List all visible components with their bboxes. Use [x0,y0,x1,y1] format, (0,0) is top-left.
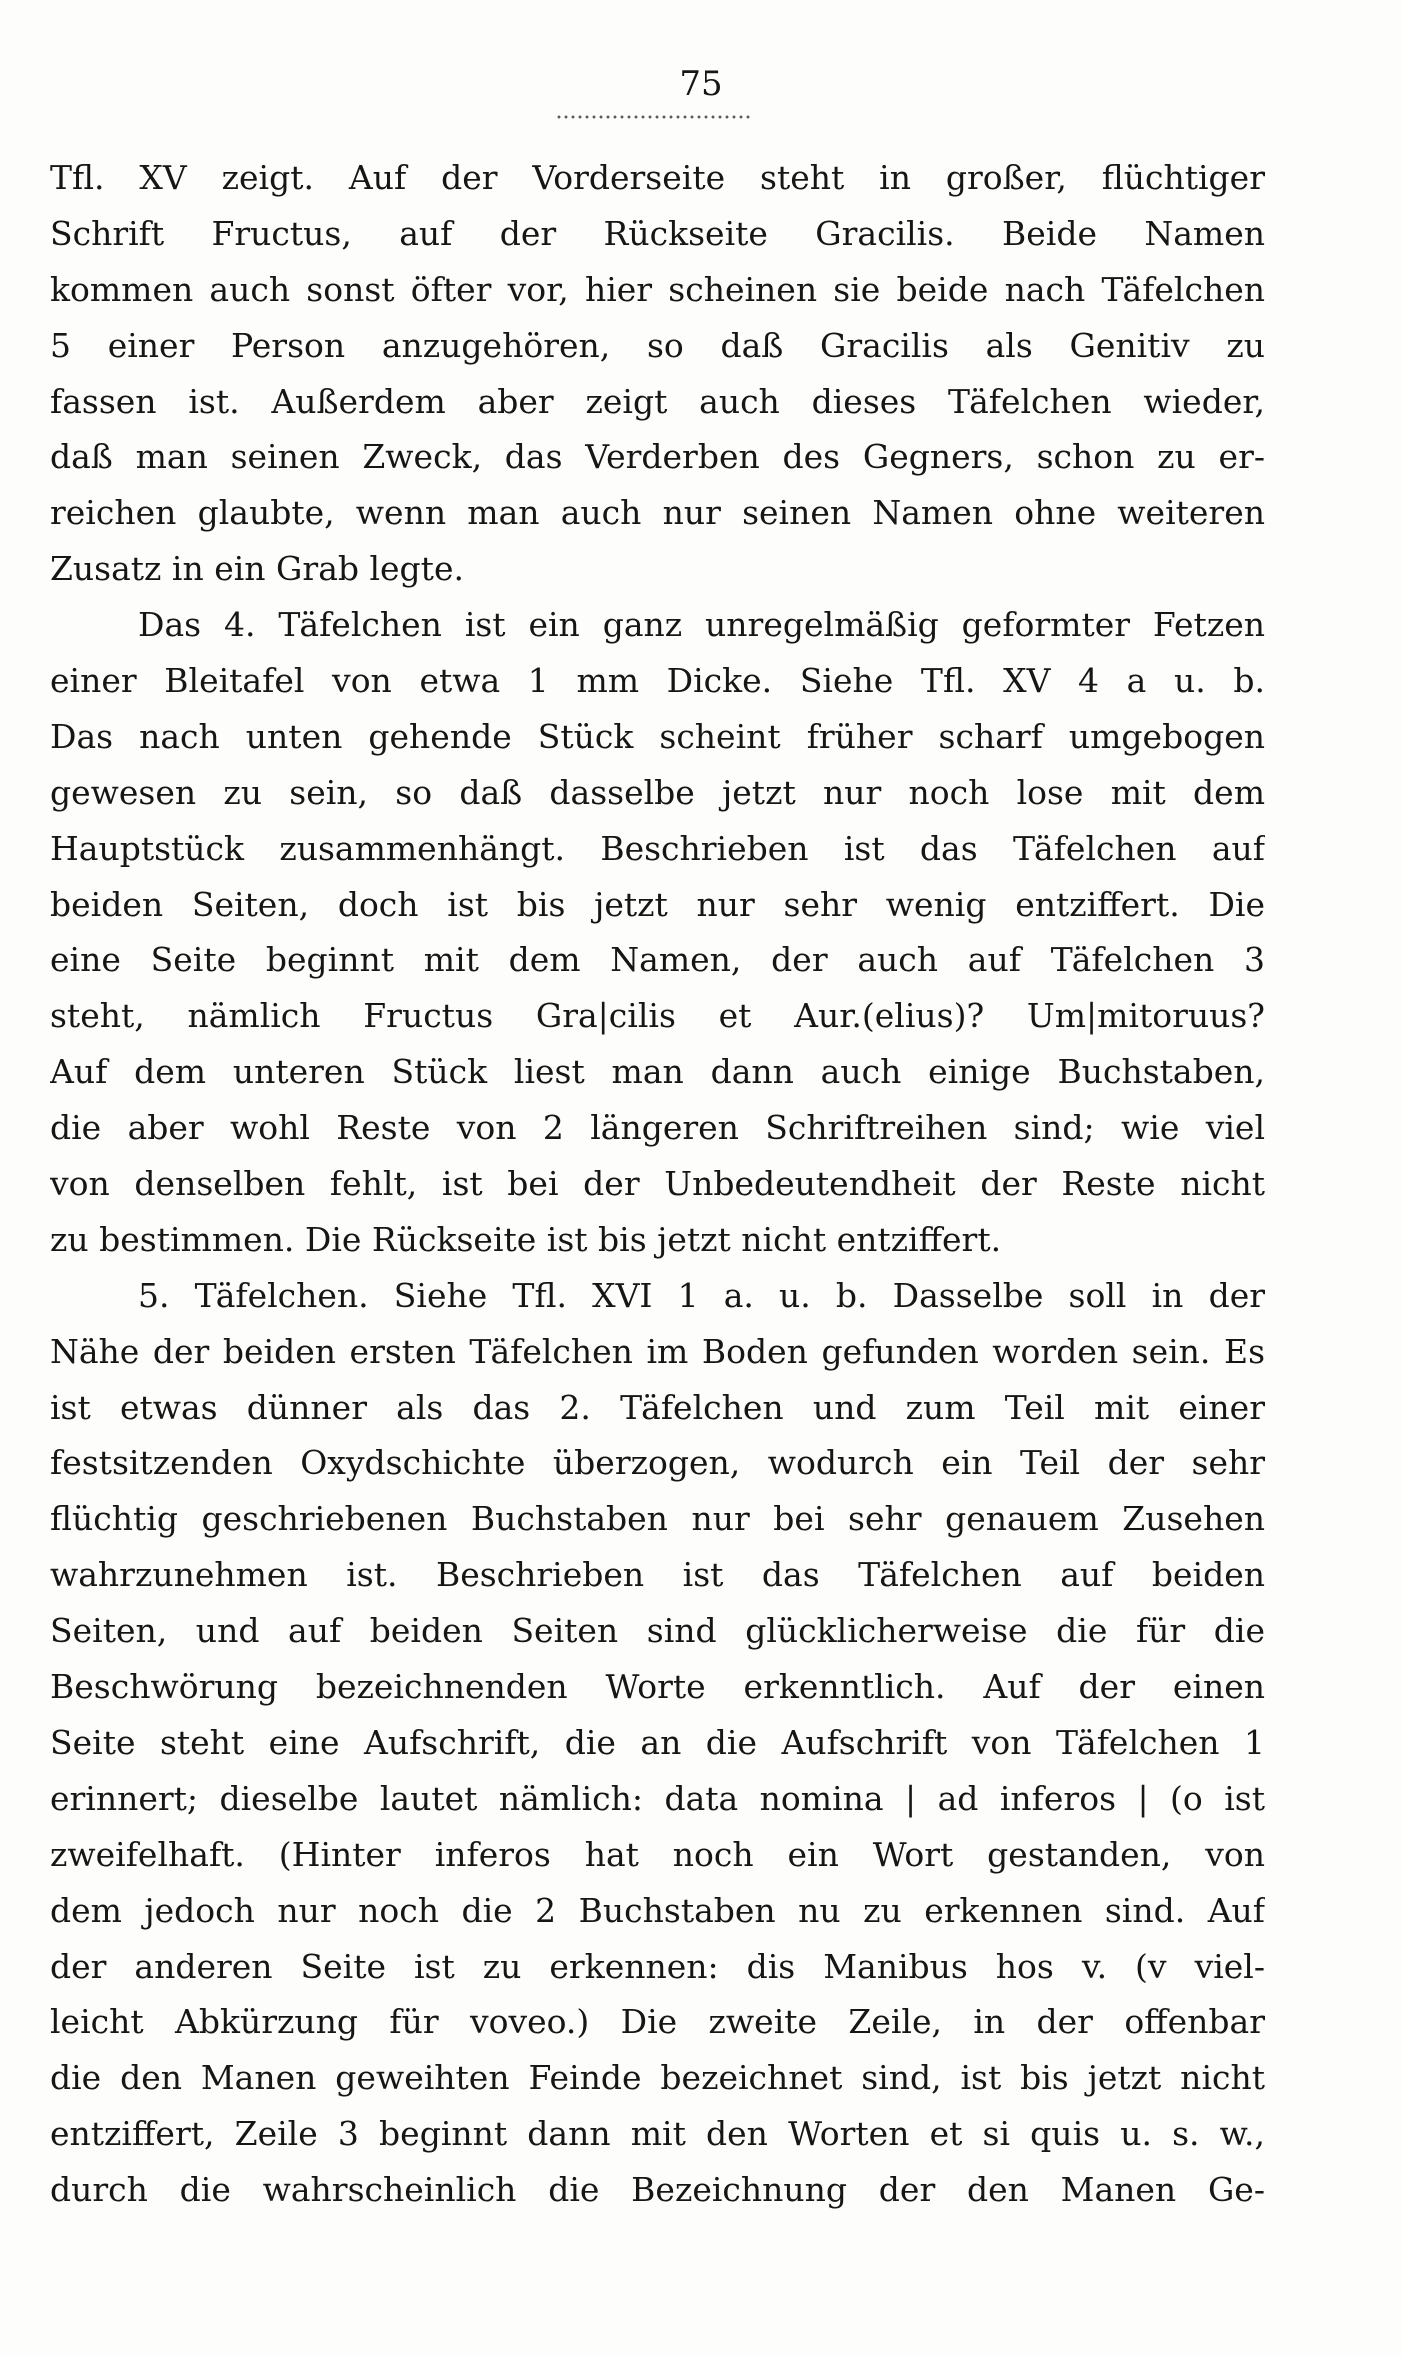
text-line: kommen auch sonst öfter vor, hier scheinen sie beide nach Täfelchen [50,269,1265,309]
text-line: Seite steht eine Aufschrift, die an die Aufschrift von Täfelchen 1 [50,1722,1265,1762]
text-line: Hauptstück zusammenhängt. Beschrieben ist das Täfelchen auf [50,828,1265,868]
text-line: Beschwörung bezeichnenden Worte erkenntlich. Auf der einen [50,1667,1265,1707]
text-line: einer Bleitafel von etwa 1 mm Dicke. Siehe Tfl. XV 4 a u. b. [50,661,1265,701]
text-line: dem jedoch nur noch die 2 Buchstaben nu zu erkennen sind. Auf [50,1890,1265,1930]
text-line: erinnert; dieselbe lautet nämlich: data nomina | ad inferos | (o ist [50,1778,1265,1818]
text-line: durch die wahrscheinlich die Bezeichnung der den Manen Ge- [50,2170,1265,2210]
text-line: der anderen Seite ist zu erkennen: dis Manibus hos v. (v viel- [50,1946,1265,1986]
text-line: die aber wohl Reste von 2 längeren Schriftreihen sind; wie viel [50,1108,1265,1148]
text-line: Das nach unten gehende Stück scheint früher scharf umgebogen [50,716,1265,756]
text-line: fassen ist. Außerdem aber zeigt auch dieses Täfelchen wieder, [50,381,1265,421]
text-line: flüchtig geschriebenen Buchstaben nur bei sehr genauem Zusehen [50,1499,1265,1539]
text-line: 5 einer Person anzugehören, so daß Gracilis als Genitiv zu [50,325,1265,365]
text-line: festsitzenden Oxydschichte überzogen, wodurch ein Teil der sehr [50,1443,1265,1483]
text-line: beiden Seiten, doch ist bis jetzt nur sehr wenig entziffert. Die [50,884,1265,924]
text-line: Auf dem unteren Stück liest man dann auch einige Buchstaben, [50,1052,1265,1092]
text-line: entziffert, Zeile 3 beginnt dann mit den Worten et si quis u. s. w., [50,2114,1265,2154]
text-line: 5. Täfelchen. Siehe Tfl. XVI 1 a. u. b. Dasselbe soll in der [138,1275,1265,1315]
page-number-ornament-rule [556,114,750,120]
text-line: zu bestimmen. Die Rückseite ist bis jetzt nicht entziffert. [50,1219,1002,1259]
text-line: eine Seite beginnt mit dem Namen, der auch auf Täfelchen 3 [50,940,1265,980]
text-line: Schrift Fructus, auf der Rückseite Gracilis. Beide Namen [50,213,1265,253]
text-line: die den Manen geweihten Feinde bezeichnet sind, ist bis jetzt nicht [50,2058,1265,2098]
text-line: wahrzunehmen ist. Beschrieben ist das Täfelchen auf beiden [50,1555,1265,1595]
text-line: reichen glaubte, wenn man auch nur seinen Namen ohne weiteren [50,493,1265,533]
text-line: steht, nämlich Fructus Gra|cilis et Aur.(elius)? Um|mitoruus? [50,996,1265,1036]
text-line: zweifelhaft. (Hinter inferos hat noch ein Wort gestanden, von [50,1834,1265,1874]
text-line: Seiten, und auf beiden Seiten sind glücklicherweise die für die [50,1611,1265,1651]
text-line: Das 4. Täfelchen ist ein ganz unregelmäßig geformter Fetzen [138,605,1265,645]
page-number: 75 [679,64,723,104]
text-line: Nähe der beiden ersten Täfelchen im Boden gefunden worden sein. Es [50,1331,1265,1371]
text-line: leicht Abkürzung für voveo.) Die zweite Zeile, in der offenbar [50,2002,1265,2042]
text-line: von denselben fehlt, ist bei der Unbedeutendheit der Reste nicht [50,1164,1265,1204]
text-line: gewesen zu sein, so daß dasselbe jetzt nur noch lose mit dem [50,772,1265,812]
text-line: ist etwas dünner als das 2. Täfelchen und zum Teil mit einer [50,1387,1265,1427]
text-line: Zusatz in ein Grab legte. [50,549,464,589]
text-line: Tfl. XV zeigt. Auf der Vorderseite steht in großer, flüchtiger [50,158,1265,197]
body-text [50,150,1265,2218]
text-line: daß man seinen Zweck, das Verderben des Gegners, schon zu er- [50,437,1265,477]
